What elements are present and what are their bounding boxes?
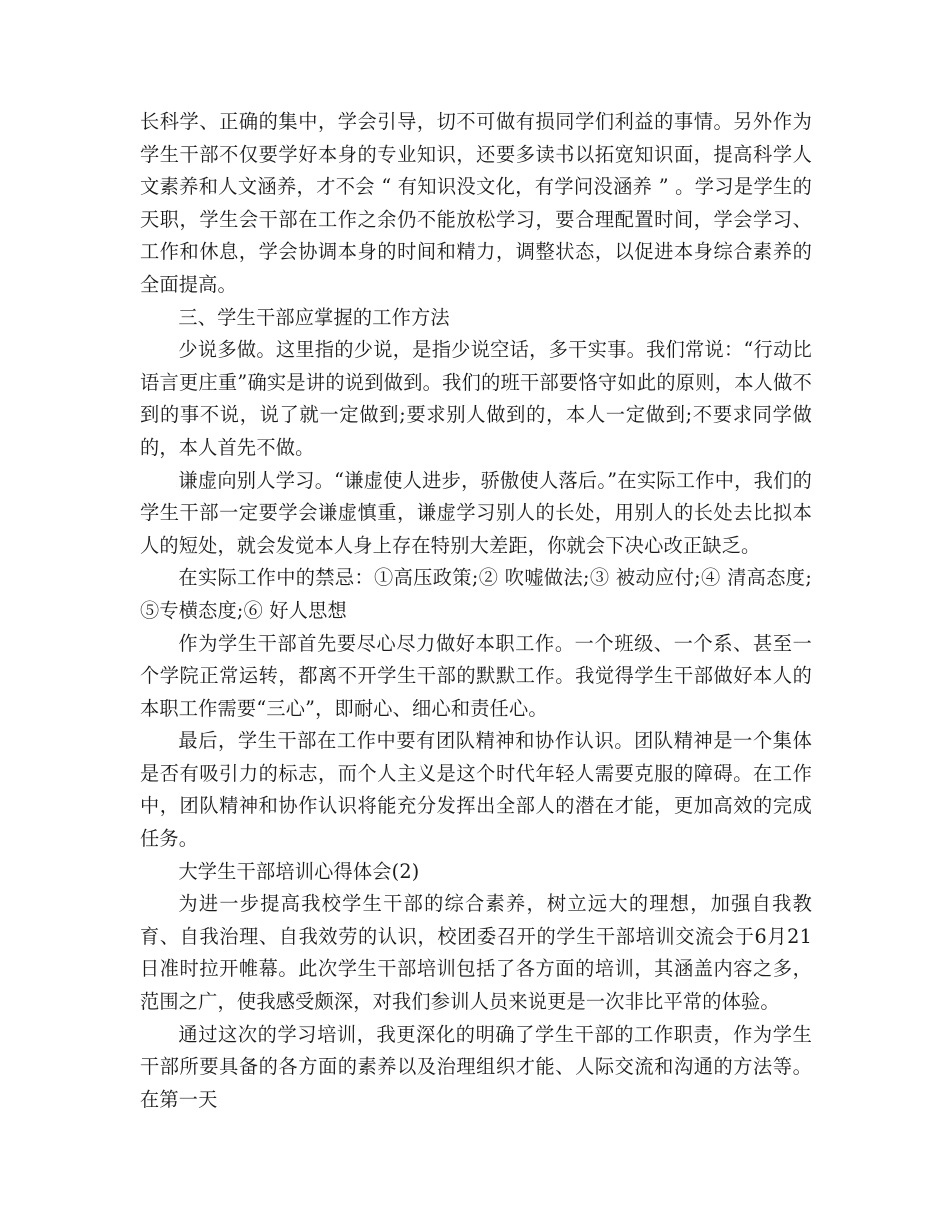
document-body xyxy=(140,106,812,1116)
section-heading-part-2: 大学生干部培训心得体会(2) xyxy=(178,859,420,883)
paragraph-training-intro: 为进一步提高我校学生干部的综合素养，树立远大的理想，加强自我教育、自我治理、自我效劳的认识，校团委召开的学生干部培训交流会于6月21日准时拉开帷幕。此次学生干部培训包括了各方面的培训，其涵盖内容之多，范围之广，使我感受颇深，对我们参训人员来说更是一次非比平常的体验。 xyxy=(140,892,812,1014)
paragraph-training-outcome: 通过这次的学习培训，我更深化的明确了学生干部的工作职责，作为学生干部所要具备的各方面的素养以及治理组织才能、人际交流和沟通的方法等。在第一天 xyxy=(140,1022,812,1111)
paragraph-say-less-do-more: 少说多做。这里指的少说，是指少说空话，多干实事。我们常说：“行动比语言更庄重”确实是讲的说到做到。我们的班干部要恪守如此的原则，本人做不到的事不说，说了就一定做到;要求别人做到的，本人一定做到;不要求同学做的，本人首先不做。 xyxy=(140,338,812,459)
paragraph-duty: 作为学生干部首先要尽心尽力做好本职工作。一个班级、一个系、甚至一个学院正常运转，都离不开学生干部的默默工作。我觉得学生干部做好本人的本职工作需要“三心”，即耐心、细心和责任心。 xyxy=(140,631,812,720)
paragraph-teamwork: 最后，学生干部在工作中要有团队精神和协作认识。团队精神是一个集体是否有吸引力的标志，而个人主义是这个时代年轻人需要克服的障碍。在工作中，团队精神和协作认识将能充分发挥出全部人的潜在才能，更加高效的完成任务。 xyxy=(140,729,812,851)
paragraph-taboos: 在实际工作中的禁忌：①高压政策;② 吹嘘做法;③ 被动应付;④ 清高态度;⑤专横态度;⑥ 好人思想 xyxy=(140,566,812,622)
section-heading-work-methods: 三、学生干部应掌握的工作方法 xyxy=(178,305,450,329)
paragraph-modesty: 谦虚向别人学习。“谦虚使人进步，骄傲使人落后。”在实际工作中，我们的学生干部一定要学会谦虚慎重，谦虚学习别人的长处，用别人的长处去比拟本人的短处，就会发觉本人身上存在特别大差距，你就会下决心改正缺乏。 xyxy=(140,468,812,557)
paragraph-continued: 长科学、正确的集中，学会引导，切不可做有损同学们利益的事情。另外作为学生干部不仅要学好本身的专业知识，还要多读书以拓宽知识面，提高科学人文素养和人文涵养，才不会 “ 有知识没文化，有学问没涵养 ” 。学习是学生的天职，学生会干部在工作之余仍不能放松学习，要合理配置时间，学会学习、工作和休息，学会协调本身的时间和精力，调整状态，以促进本身综合素养的全面提高。 xyxy=(140,110,812,296)
